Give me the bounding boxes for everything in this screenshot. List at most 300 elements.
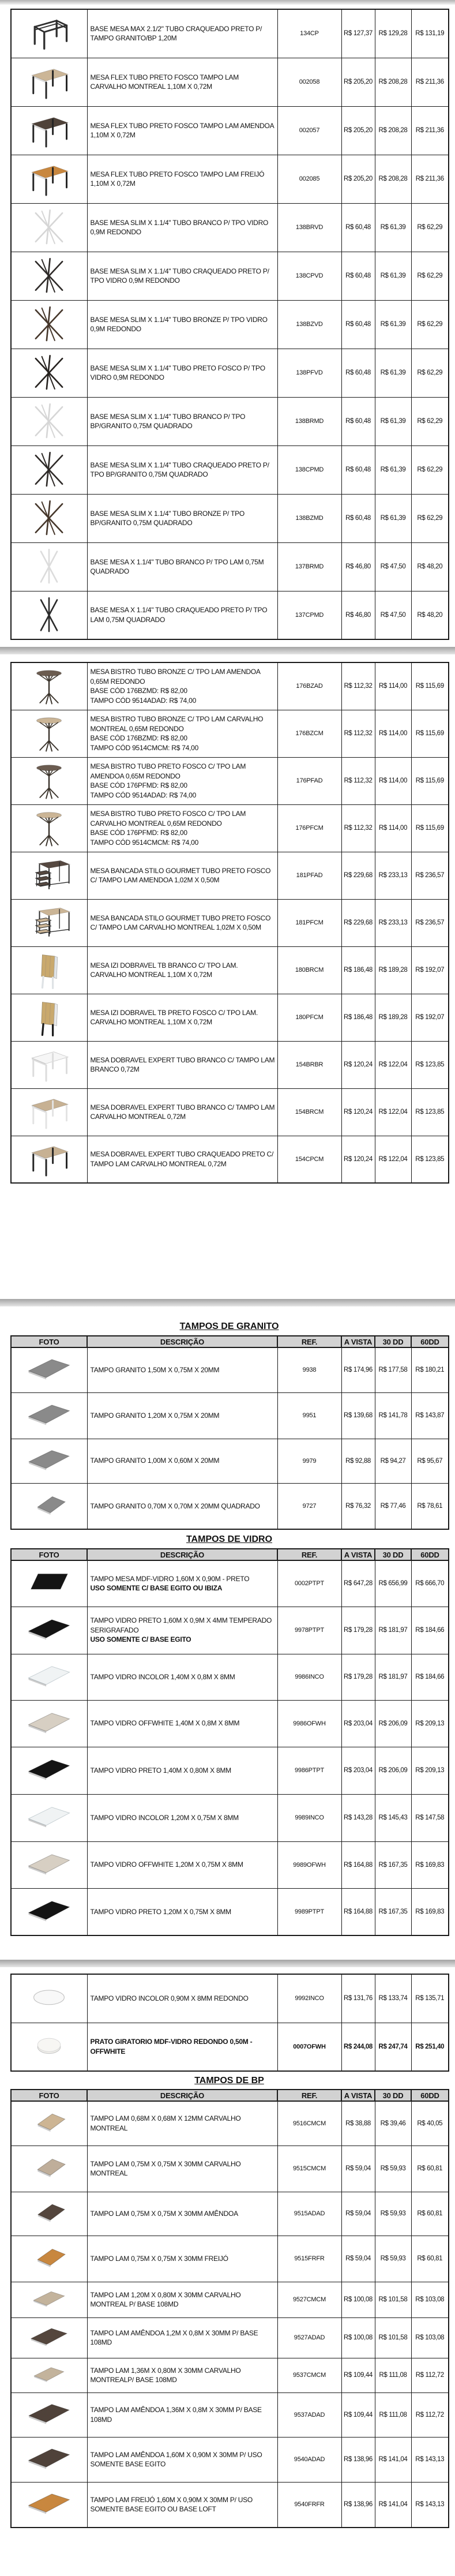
product-ref: 0002PTPT xyxy=(277,1560,341,1607)
product-row xyxy=(11,106,449,155)
product-row xyxy=(11,58,449,106)
product-ref: 180BRCM xyxy=(277,946,341,994)
price-a-vista: R$ 205,20 xyxy=(341,106,375,155)
product-row xyxy=(11,1041,449,1088)
product-description xyxy=(87,1700,277,1747)
price-30dd: R$ 208,28 xyxy=(375,58,411,106)
product-photo-cell xyxy=(11,2437,87,2482)
column-header-descricao: DESCRIÇÃO xyxy=(87,2090,277,2101)
product-photo-cell xyxy=(11,2282,87,2317)
description-line: MESA BISTRO TUBO BRONZE C/ TPO LAM AMENDOA 0,65M REDONDO xyxy=(90,668,260,686)
product-description xyxy=(87,662,277,710)
price-30dd: R$ 145,43 xyxy=(375,1794,411,1841)
product-photo-cell xyxy=(11,1747,87,1794)
price-table-tampos-vidro-cont xyxy=(10,1974,449,2072)
price-a-vista: R$ 60,48 xyxy=(341,203,375,252)
description-line: TAMPO VIDRO INCOLOR 0,90M X 8MM REDONDO xyxy=(90,1994,249,2002)
price-60dd: R$ 103,08 xyxy=(411,2317,449,2358)
product-photo-cell xyxy=(11,1347,87,1392)
price-a-vista: R$ 60,48 xyxy=(341,445,375,494)
price-30dd: R$ 59,93 xyxy=(375,2192,411,2236)
product-ref: 9986PTPT xyxy=(277,1747,341,1794)
price-60dd: R$ 169,83 xyxy=(411,1841,449,1888)
product-photo-cell xyxy=(11,1654,87,1700)
price-60dd: R$ 143,13 xyxy=(411,2482,449,2528)
product-description xyxy=(87,1607,277,1654)
description-line: BASE MESA MAX 2.1/2" TUBO CRAQUEADO PRETO P/ TAMPO GRANITO/BP 1,20M xyxy=(90,24,262,43)
description-line: TAMPO LAM 1,36M X 0,80M X 30MM CARVALHO MONTREALP/ BASE 108MD xyxy=(90,2366,241,2384)
product-description xyxy=(87,9,277,58)
product-photo-cell xyxy=(11,2236,87,2282)
product-photo-cell xyxy=(11,2023,87,2071)
tabletop-slab-icon xyxy=(20,1351,78,1389)
product-ref: 176PFCM xyxy=(277,804,341,852)
product-ref: 9527CMCM xyxy=(277,2282,341,2317)
tabletop-slab-icon xyxy=(20,1611,78,1649)
description-line: BASE MESA SLIM X 1.1/4" TUBO PRETO FOSCO P/ TPO VIDRO 0,9M REDONDO xyxy=(90,364,265,381)
product-photo-cell xyxy=(11,397,87,445)
product-row xyxy=(11,2192,449,2236)
description-line: BASE MESA SLIM X 1.1/4" TUBO BRONZE P/ TPO VIDRO 0,9M REDONDO xyxy=(90,315,268,333)
tabletop-slab-icon xyxy=(20,1658,78,1696)
price-a-vista: R$ 164,88 xyxy=(341,1888,375,1935)
price-30dd: R$ 122,04 xyxy=(375,1088,411,1136)
price-a-vista: R$ 131,76 xyxy=(341,1974,375,2023)
price-30dd: R$ 189,28 xyxy=(375,994,411,1041)
tabletop-slab-icon xyxy=(20,2240,78,2278)
product-description xyxy=(87,106,277,155)
spacer xyxy=(0,1184,455,1299)
product-ref: 9516CMCM xyxy=(277,2101,341,2146)
description-line: TAMPO CÓD 9514CMCM: R$ 74,00 xyxy=(90,743,199,752)
tabletop-slab-icon xyxy=(20,2105,78,2142)
column-header-dd30: 30 DD xyxy=(375,2090,411,2101)
price-a-vista: R$ 100,08 xyxy=(341,2282,375,2317)
price-a-vista: R$ 186,48 xyxy=(341,994,375,1041)
table-header-row xyxy=(11,2090,449,2101)
product-ref: 9979 xyxy=(277,1439,341,1483)
description-line: TAMPO LAM AMÊNDOA 1,60M X 0,90M X 30MM P/ USO SOMENTE BASE EGITO xyxy=(90,2450,262,2468)
product-ref: 9989PTPT xyxy=(277,1888,341,1935)
column-header-descricao: DESCRIÇÃO xyxy=(87,1549,277,1560)
description-line: TAMPO VIDRO INCOLOR 1,20M X 0,75M X 8MM xyxy=(90,1813,239,1822)
product-description xyxy=(87,1392,277,1439)
price-60dd: R$ 62,29 xyxy=(411,203,449,252)
price-a-vista: R$ 109,44 xyxy=(341,2358,375,2392)
product-description xyxy=(87,1439,277,1483)
product-row xyxy=(11,1439,449,1483)
product-row xyxy=(11,2482,449,2528)
price-30dd: R$ 47,50 xyxy=(375,542,411,591)
description-line: USO SOMENTE C/ BASE EGITO xyxy=(90,1635,191,1644)
product-description xyxy=(87,2437,277,2482)
price-30dd: R$ 247,74 xyxy=(375,2023,411,2071)
product-photo-cell xyxy=(11,1888,87,1935)
folding-table-icon xyxy=(20,998,78,1036)
product-description xyxy=(87,1888,277,1935)
tabletop-slab-icon xyxy=(20,1564,78,1602)
description-line: TAMPO CÓD 9514CMCM: R$ 74,00 xyxy=(90,838,199,847)
product-photo-cell xyxy=(11,2317,87,2358)
product-photo-cell xyxy=(11,9,87,58)
x-cross-base-icon xyxy=(20,451,78,489)
price-a-vista: R$ 120,24 xyxy=(341,1088,375,1136)
price-60dd: R$ 62,29 xyxy=(411,445,449,494)
spacer xyxy=(0,1936,455,1960)
product-ref: 002058 xyxy=(277,58,341,106)
product-description xyxy=(87,300,277,349)
table-header-row xyxy=(11,1549,449,1560)
product-row xyxy=(11,946,449,994)
tabletop-slab-icon xyxy=(20,2150,78,2188)
description-line: TAMPO VIDRO PRETO 1,40M X 0,80M X 8MM xyxy=(90,1766,231,1774)
product-row xyxy=(11,1654,449,1700)
product-photo-cell xyxy=(11,2146,87,2192)
price-30dd: R$ 233,13 xyxy=(375,899,411,946)
x-cross-base-icon xyxy=(20,257,78,295)
tabletop-slab-icon xyxy=(20,1396,78,1435)
price-table-bases-mesas xyxy=(10,9,449,640)
price-a-vista: R$ 76,32 xyxy=(341,1483,375,1529)
product-row xyxy=(11,1974,449,2023)
price-60dd: R$ 62,29 xyxy=(411,300,449,349)
column-header-a-vista: A VISTA xyxy=(341,1336,375,1347)
page-top-shadow-bar xyxy=(0,0,455,5)
product-description xyxy=(87,2482,277,2528)
spacer xyxy=(0,2072,455,2076)
product-row xyxy=(11,2101,449,2146)
product-photo-cell xyxy=(11,2358,87,2392)
product-photo-cell xyxy=(11,852,87,899)
description-line: BASE CÓD 176BZMD: R$ 82,00 xyxy=(90,734,187,742)
product-ref: 9537ADAD xyxy=(277,2392,341,2437)
column-header-foto: FOTO xyxy=(11,1549,87,1560)
spacer xyxy=(0,1967,455,1974)
product-photo-cell xyxy=(11,1560,87,1607)
product-photo-cell xyxy=(11,1974,87,2023)
description-line: MESA BANCADA STILO GOURMET TUBO PRETO FOSCO C/ TAMPO LAM CARVALHO MONTREAL 1,02M X 0,50M xyxy=(90,913,271,931)
price-30dd: R$ 141,04 xyxy=(375,2482,411,2528)
product-row xyxy=(11,852,449,899)
description-line: MESA IZI DOBRAVEL TB BRANCO C/ TPO LAM. CARVALHO MONTREAL 1,10M X 0,72M xyxy=(90,961,238,979)
table-icon xyxy=(20,111,78,149)
column-header-descricao: DESCRIÇÃO xyxy=(87,1336,277,1347)
product-row xyxy=(11,2146,449,2192)
product-description xyxy=(87,494,277,542)
product-ref: 9727 xyxy=(277,1483,341,1529)
tabletop-slab-icon xyxy=(20,1751,78,1789)
price-a-vista: R$ 112,32 xyxy=(341,710,375,757)
price-30dd: R$ 94,27 xyxy=(375,1439,411,1483)
price-a-vista: R$ 138,96 xyxy=(341,2482,375,2528)
product-photo-cell xyxy=(11,1392,87,1439)
price-a-vista: R$ 179,28 xyxy=(341,1654,375,1700)
product-row xyxy=(11,349,449,397)
price-a-vista: R$ 179,28 xyxy=(341,1607,375,1654)
price-30dd: R$ 181,97 xyxy=(375,1607,411,1654)
description-line: BASE MESA X 1.1/4" TUBO CRAQUEADO PRETO P/ TPO LAM 0,75M QUADRADO xyxy=(90,606,268,624)
price-60dd: R$ 211,36 xyxy=(411,155,449,203)
product-row xyxy=(11,1888,449,1935)
page-divider-bar xyxy=(0,647,455,654)
description-line: MESA BANCADA STILO GOURMET TUBO PRETO FOSCO C/ TAMPO LAM AMENDOA 1,02M X 0,50M xyxy=(90,866,271,884)
price-60dd: R$ 123,85 xyxy=(411,1041,449,1088)
column-header-dd60: 60DD xyxy=(411,1336,449,1347)
description-line: TAMPO GRANITO 0,70M X 0,70M X 20MM QUADRADO xyxy=(90,1502,260,1510)
product-description xyxy=(87,1747,277,1794)
page-divider-bar xyxy=(0,1960,455,1967)
price-30dd: R$ 177,58 xyxy=(375,1347,411,1392)
product-ref: 9986OFWH xyxy=(277,1700,341,1747)
price-a-vista: R$ 127,37 xyxy=(341,9,375,58)
section-title-tampos-granito: TAMPOS DE GRANITO xyxy=(179,1321,279,1331)
product-row xyxy=(11,203,449,252)
product-photo-cell xyxy=(11,804,87,852)
product-description xyxy=(87,58,277,106)
product-row xyxy=(11,1747,449,1794)
product-description xyxy=(87,2317,277,2358)
price-30dd: R$ 61,39 xyxy=(375,252,411,300)
product-ref: 138CPMD xyxy=(277,445,341,494)
price-60dd: R$ 48,20 xyxy=(411,591,449,639)
product-row xyxy=(11,994,449,1041)
product-row xyxy=(11,494,449,542)
description-line: MESA BISTRO TUBO BRONZE C/ TPO LAM CARVALHO MONTREAL 0,65M REDONDO xyxy=(90,715,264,733)
price-a-vista: R$ 112,32 xyxy=(341,757,375,804)
price-60dd: R$ 131,19 xyxy=(411,9,449,58)
product-row xyxy=(11,2317,449,2358)
column-header-a-vista: A VISTA xyxy=(341,1549,375,1560)
description-line: TAMPO VIDRO INCOLOR 1,40M X 0,8M X 8MM xyxy=(90,1672,235,1681)
price-a-vista: R$ 120,24 xyxy=(341,1136,375,1183)
price-60dd: R$ 48,20 xyxy=(411,542,449,591)
x-cross-base-icon xyxy=(20,548,78,586)
product-row xyxy=(11,9,449,58)
price-30dd: R$ 141,78 xyxy=(375,1392,411,1439)
product-ref: 9537CMCM xyxy=(277,2358,341,2392)
price-60dd: R$ 60,81 xyxy=(411,2146,449,2192)
product-row xyxy=(11,1560,449,1607)
x-cross-base-icon xyxy=(20,499,78,537)
price-a-vista: R$ 60,48 xyxy=(341,349,375,397)
description-line: TAMPO VIDRO OFFWHITE 1,40M X 0,8M X 8MM xyxy=(90,1719,240,1728)
price-30dd: R$ 208,28 xyxy=(375,155,411,203)
product-description xyxy=(87,203,277,252)
price-60dd: R$ 123,85 xyxy=(411,1088,449,1136)
price-a-vista: R$ 59,04 xyxy=(341,2146,375,2192)
product-description xyxy=(87,445,277,494)
product-description xyxy=(87,994,277,1041)
price-60dd: R$ 143,87 xyxy=(411,1392,449,1439)
table-icon xyxy=(20,63,78,101)
description-line: MESA BISTRO TUBO PRETO FOSCO C/ TPO LAM CARVALHO MONTREAL 0,65M REDONDO xyxy=(90,810,246,828)
price-a-vista: R$ 244,08 xyxy=(341,2023,375,2071)
price-30dd: R$ 39,46 xyxy=(375,2101,411,2146)
product-ref: 9515CMCM xyxy=(277,2146,341,2192)
price-30dd: R$ 61,39 xyxy=(375,300,411,349)
description-line: BASE MESA SLIM X 1.1/4" TUBO CRAQUEADO PRETO P/ TPO VIDRO 0,9M REDONDO xyxy=(90,267,269,284)
product-photo-cell xyxy=(11,2101,87,2146)
price-a-vista: R$ 60,48 xyxy=(341,300,375,349)
description-line: TAMPO GRANITO 1,00M X 0,60M X 20MM xyxy=(90,1457,220,1465)
price-a-vista: R$ 186,48 xyxy=(341,946,375,994)
tabletop-slab-icon xyxy=(20,1487,78,1525)
price-a-vista: R$ 138,96 xyxy=(341,2437,375,2482)
table-icon xyxy=(20,160,78,198)
price-a-vista: R$ 203,04 xyxy=(341,1700,375,1747)
description-line: TAMPO VIDRO PRETO 1,60M X 0,9M X 4MM TEMPERADO SERIGRAFADO xyxy=(90,1616,272,1634)
product-photo-cell xyxy=(11,252,87,300)
product-photo-cell xyxy=(11,1700,87,1747)
product-photo-cell xyxy=(11,2192,87,2236)
price-a-vista: R$ 205,20 xyxy=(341,58,375,106)
price-60dd: R$ 60,81 xyxy=(411,2236,449,2282)
product-description xyxy=(87,1654,277,1700)
product-ref: 9540FRFR xyxy=(277,2482,341,2528)
description-line: TAMPO LAM 0,75M X 0,75M X 30MM CARVALHO MONTREAL xyxy=(90,2159,241,2177)
product-row xyxy=(11,804,449,852)
price-a-vista: R$ 164,88 xyxy=(341,1841,375,1888)
price-30dd: R$ 133,74 xyxy=(375,1974,411,2023)
tabletop-slab-icon xyxy=(20,2485,78,2523)
x-cross-base-icon xyxy=(20,596,78,634)
price-table-tampos-granito xyxy=(10,1335,449,1530)
product-photo-cell xyxy=(11,1483,87,1529)
description-line: MESA BISTRO TUBO PRETO FOSCO C/ TPO LAM AMENDOA 0,65M REDONDO xyxy=(90,762,246,780)
product-ref: 9515FRFR xyxy=(277,2236,341,2282)
product-description xyxy=(87,1483,277,1529)
price-60dd: R$ 192,07 xyxy=(411,994,449,1041)
product-ref: 9951 xyxy=(277,1392,341,1439)
product-photo-cell xyxy=(11,2392,87,2437)
rotating-tray-icon xyxy=(20,2028,78,2066)
price-30dd: R$ 208,28 xyxy=(375,106,411,155)
description-line: TAMPO LAM 1,20M X 0,80M X 30MM CARVALHO MONTREAL P/ BASE 108MD xyxy=(90,2290,241,2308)
column-header-a-vista: A VISTA xyxy=(341,2090,375,2101)
product-row xyxy=(11,155,449,203)
description-line: MESA DOBRAVEL EXPERT TUBO CRAQUEADO PRETO C/ TAMPO LAM CARVALHO MONTREAL 0,72M xyxy=(90,1150,274,1168)
bistro-table-icon xyxy=(20,714,78,752)
description-line: TAMPO LAM AMÊNDOA 1,36M X 0,8M X 30MM P/ BASE 108MD xyxy=(90,2406,262,2424)
product-description xyxy=(87,852,277,899)
price-30dd: R$ 122,04 xyxy=(375,1136,411,1183)
product-photo-cell xyxy=(11,203,87,252)
price-a-vista: R$ 59,04 xyxy=(341,2236,375,2282)
price-60dd: R$ 60,81 xyxy=(411,2192,449,2236)
price-30dd: R$ 167,35 xyxy=(375,1888,411,1935)
description-line: PRATO GIRATORIO MDF-VIDRO REDONDO 0,50M - OFFWHITE xyxy=(90,2038,253,2055)
column-header-ref: REF. xyxy=(277,1549,341,1560)
table-icon xyxy=(20,1093,78,1131)
price-60dd: R$ 112,72 xyxy=(411,2392,449,2437)
description-line: TAMPO LAM 0,68M X 0,68M X 12MM CARVALHO MONTREAL xyxy=(90,2114,241,2132)
product-description xyxy=(87,591,277,639)
product-photo-cell xyxy=(11,1607,87,1654)
price-a-vista: R$ 38,88 xyxy=(341,2101,375,2146)
product-description xyxy=(87,2282,277,2317)
description-line: TAMPO LAM 0,75M X 0,75M X 30MM AMÊNDOA xyxy=(90,2209,238,2218)
product-photo-cell xyxy=(11,946,87,994)
price-30dd: R$ 167,35 xyxy=(375,1841,411,1888)
product-photo-cell xyxy=(11,1088,87,1136)
product-photo-cell xyxy=(11,300,87,349)
description-line: MESA FLEX TUBO PRETO FOSCO TAMPO LAM AMENDOA 1,10M X 0,72M xyxy=(90,121,274,139)
product-description xyxy=(87,804,277,852)
price-60dd: R$ 184,66 xyxy=(411,1654,449,1700)
description-line: MESA DOBRAVEL EXPERT TUBO BRANCO C/ TAMPO LAM BRANCO 0,72M xyxy=(90,1055,275,1073)
price-60dd: R$ 209,13 xyxy=(411,1700,449,1747)
bar-bench-shelves-icon xyxy=(20,904,78,942)
price-60dd: R$ 143,13 xyxy=(411,2437,449,2482)
product-row xyxy=(11,2437,449,2482)
product-photo-cell xyxy=(11,591,87,639)
product-description xyxy=(87,2101,277,2146)
price-30dd: R$ 61,39 xyxy=(375,349,411,397)
product-description xyxy=(87,899,277,946)
table-header-row xyxy=(11,1336,449,1347)
x-cross-base-icon xyxy=(20,305,78,343)
product-row xyxy=(11,591,449,639)
product-ref: 138BRMD xyxy=(277,397,341,445)
description-line: BASE MESA SLIM X 1.1/4" TUBO CRAQUEADO PRETO P/ TPO BP/GRANITO 0,75M QUADRADO xyxy=(90,460,269,478)
product-ref: 137CPMD xyxy=(277,591,341,639)
price-30dd: R$ 114,00 xyxy=(375,662,411,710)
product-row xyxy=(11,1841,449,1888)
price-table-mesas-bistro-dobraveis xyxy=(10,662,449,1184)
product-row xyxy=(11,542,449,591)
price-30dd: R$ 61,39 xyxy=(375,494,411,542)
price-60dd: R$ 236,57 xyxy=(411,852,449,899)
product-description xyxy=(87,1560,277,1607)
product-description xyxy=(87,1088,277,1136)
product-ref: 176PFAD xyxy=(277,757,341,804)
column-header-ref: REF. xyxy=(277,2090,341,2101)
product-photo-cell xyxy=(11,1841,87,1888)
folding-table-icon xyxy=(20,951,78,989)
price-30dd: R$ 59,93 xyxy=(375,2146,411,2192)
column-header-dd30: 30 DD xyxy=(375,1549,411,1560)
product-ref: 138BZVD xyxy=(277,300,341,349)
product-description xyxy=(87,252,277,300)
tabletop-slab-icon xyxy=(20,2321,78,2354)
product-row xyxy=(11,2236,449,2282)
price-60dd: R$ 147,58 xyxy=(411,1794,449,1841)
product-row xyxy=(11,2358,449,2392)
price-60dd: R$ 666,70 xyxy=(411,1560,449,1607)
product-photo-cell xyxy=(11,1041,87,1088)
tabletop-slab-icon xyxy=(20,2440,78,2478)
price-30dd: R$ 111,08 xyxy=(375,2392,411,2437)
product-row xyxy=(11,445,449,494)
description-line: TAMPO GRANITO 1,20M X 0,75M X 20MM xyxy=(90,1411,220,1420)
product-photo-cell xyxy=(11,757,87,804)
product-photo-cell xyxy=(11,445,87,494)
product-photo-cell xyxy=(11,106,87,155)
description-line: BASE CÓD 176PFMD: R$ 82,00 xyxy=(90,781,187,789)
product-ref: 154CPCM xyxy=(277,1136,341,1183)
price-30dd: R$ 122,04 xyxy=(375,1041,411,1088)
price-a-vista: R$ 143,28 xyxy=(341,1794,375,1841)
price-30dd: R$ 233,13 xyxy=(375,852,411,899)
description-line: TAMPO LAM 0,75M X 0,75M X 30MM FREIJÓ xyxy=(90,2254,228,2263)
product-description xyxy=(87,155,277,203)
description-line: MESA FLEX TUBO PRETO FOSCO TAMPO LAM CARVALHO MONTREAL 1,10M X 0,72M xyxy=(90,73,239,91)
table-icon xyxy=(20,1046,78,1084)
column-header-dd30: 30 DD xyxy=(375,1336,411,1347)
price-table-tampos-bp xyxy=(10,2089,449,2528)
product-ref: 134CP xyxy=(277,9,341,58)
price-30dd: R$ 77,46 xyxy=(375,1483,411,1529)
